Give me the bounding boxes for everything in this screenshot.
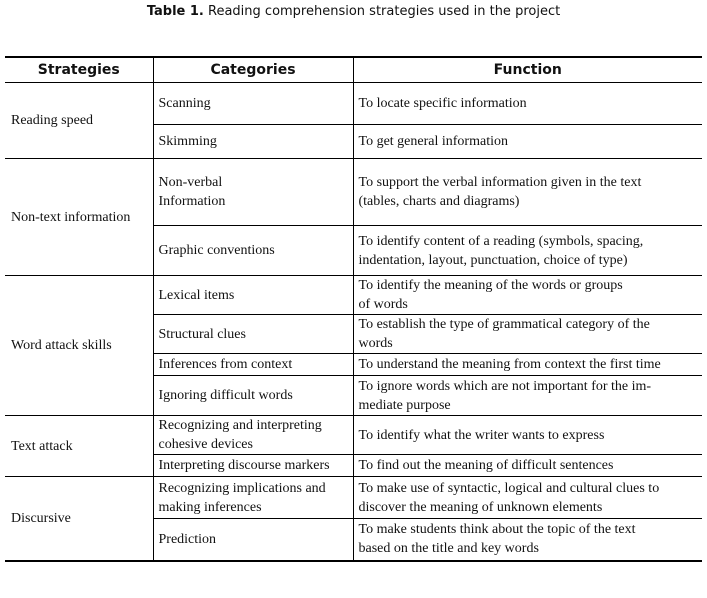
category-cell [153, 159, 353, 226]
category-line: Information [158, 194, 226, 209]
category-line: Graphic conventions [158, 243, 275, 258]
function-line: discover the meaning of unknown elements [358, 499, 603, 515]
function-cell [353, 354, 702, 376]
category-line: Prediction [158, 531, 217, 547]
table-row [5, 416, 702, 455]
function-line: To identify content of a reading (symbols, spacing, [358, 233, 644, 249]
function-cell [353, 159, 702, 226]
category-cell [153, 276, 353, 315]
function-cell [353, 455, 702, 477]
function-line: To get general information [358, 134, 508, 149]
category-line: Lexical items [158, 287, 235, 303]
function-line: To locate specific information [358, 96, 527, 111]
function-cell [353, 226, 702, 276]
category-line: Structural clues [158, 326, 246, 342]
function-line: To understand the meaning from context the first time [358, 357, 661, 372]
table-caption-title: Reading comprehension strategies used in the project [208, 4, 561, 19]
category-line: Ignoring difficult words [158, 388, 293, 403]
category-line: Inferences from context [158, 357, 293, 372]
category-line: Recognizing implications and [158, 480, 326, 496]
function-line: To identify the meaning of the words or groups [358, 278, 623, 293]
table-header-row [5, 57, 702, 83]
function-line: indentation, layout, punctuation, choice of type) [358, 252, 628, 268]
category-cell [153, 519, 353, 561]
table-row [5, 159, 702, 226]
header-strategies: Strategies [5, 57, 153, 83]
function-cell [353, 416, 702, 455]
table-row [5, 276, 702, 315]
function-line: To identify what the writer wants to express [358, 427, 605, 443]
header-categories: Categories [153, 57, 353, 83]
function-line: To make students think about the topic of the text [358, 522, 636, 538]
table-caption [0, 4, 707, 19]
strategy-cell: Text attack [5, 416, 153, 477]
function-cell [353, 519, 702, 561]
category-cell [153, 455, 353, 477]
function-line: (tables, charts and diagrams) [358, 194, 520, 209]
function-cell [353, 477, 702, 519]
category-cell [153, 226, 353, 276]
strategy-cell: Non-text information [5, 159, 153, 276]
category-line: Non-verbal [158, 175, 223, 190]
function-line: To ignore words which are not important for the im- [358, 378, 652, 394]
category-cell [153, 315, 353, 354]
category-line: making inferences [158, 499, 262, 515]
strategies-table [5, 56, 702, 562]
function-cell [353, 376, 702, 416]
function-line: To find out the meaning of difficult sentences [358, 458, 614, 473]
function-cell [353, 83, 702, 125]
category-line: Scanning [158, 96, 211, 111]
function-line: To support the verbal information given in the text [358, 175, 642, 190]
strategy-cell: Reading speed [5, 83, 153, 159]
function-cell [353, 276, 702, 315]
category-line: Skimming [158, 134, 217, 149]
table-row [5, 83, 702, 125]
category-line: Interpreting discourse markers [158, 458, 330, 473]
function-line: words [358, 336, 393, 351]
function-cell [353, 315, 702, 354]
table-caption-label: Table 1. [146, 4, 204, 19]
category-line: cohesive devices [158, 437, 253, 452]
strategy-cell: Word attack skills [5, 276, 153, 416]
table-row [5, 477, 702, 519]
category-cell [153, 125, 353, 159]
category-cell [153, 477, 353, 519]
function-line: mediate purpose [358, 397, 451, 413]
category-cell [153, 83, 353, 125]
function-line: of words [358, 297, 408, 312]
function-cell [353, 125, 702, 159]
category-cell [153, 416, 353, 455]
function-line: To make use of syntactic, logical and cultural clues to [358, 480, 660, 496]
category-cell [153, 376, 353, 416]
function-line: To establish the type of grammatical category of the [358, 317, 650, 332]
category-cell [153, 354, 353, 376]
header-function: Function [353, 57, 702, 83]
function-line: based on the title and key words [358, 541, 539, 557]
strategy-cell: Discursive [5, 477, 153, 561]
category-line: Recognizing and interpreting [158, 418, 322, 433]
table-body [5, 83, 702, 561]
